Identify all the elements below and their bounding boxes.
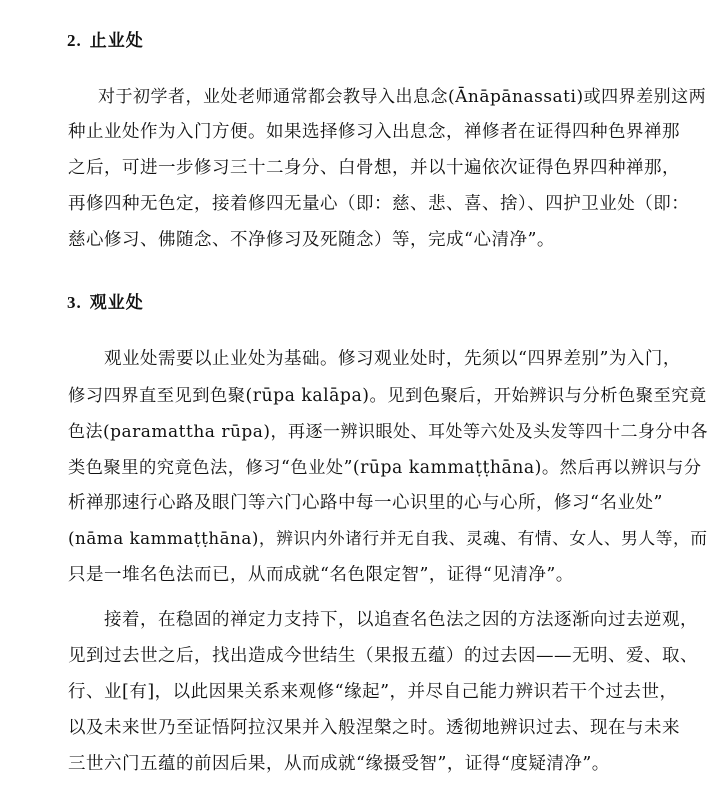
paragraph-line: 修习四界直至见到色聚(rūpa kalāpa)。见到色聚后，开始辨识与分析色聚至究竟 (68, 386, 707, 406)
paragraph-line: 三世六门五蕴的前因后果，从而成就“缘摄受智”，证得“度疑清净”。 (68, 754, 610, 774)
paragraph-line: 只是一堆名色法而已，从而成就“名色限定智”，证得“见清净”。 (68, 565, 574, 585)
paragraph-line: (nāma kammaṭṭhāna)，辨识内外诸行并无自我、灵魂、有情、女人、男人等，而 (68, 528, 708, 548)
paragraph-line: 见到过去世之后，找出造成今世结生（果报五蕴）的过去因——无明、爱、取、 (68, 646, 698, 666)
paragraph-line: 观业处需要以止业处为基础。修习观业处时，先须以“四界差别”为入门， (104, 349, 681, 369)
paragraph-line: 再修四种无色定，接着修四无量心（即：慈、悲、喜、捨）、四护卫业处（即： (68, 194, 690, 214)
section-heading-3 (67, 288, 144, 313)
paragraph-line: 析禅那速行心路及眼门等六门心路中每一心识里的心与心所，修习“名业处” (68, 493, 663, 513)
section-title: 止业处 (89, 31, 144, 51)
paragraph-line: 行、业[有]，以此因果关系来观修“缘起”，并尽自己能力辨识若干个过去世， (68, 682, 678, 702)
section-number: 3. (67, 293, 82, 312)
paragraph-line: 之后，可进一步修习三十二身分、白骨想，并以十遍依次证得色界四种禅那， (68, 158, 680, 178)
section-number: 2. (67, 31, 82, 50)
paragraph-line: 慈心修习、佛随念、不净修习及死随念）等，完成“心清净”。 (68, 230, 555, 250)
paragraph-line: 类色聚里的究竟色法，修习“色业处”(rūpa kammaṭṭhāna)。然后再以辨识与分 (68, 458, 702, 478)
section-heading-2 (67, 26, 144, 51)
paragraph-line: 接着，在稳固的禅定力支持下，以追查名色法之因的方法逐渐向过去逆观， (104, 610, 698, 630)
section-title: 观业处 (89, 293, 144, 313)
paragraph-line: 以及未来世乃至证悟阿拉汉果并入般涅槃之时。透彻地辨识过去、现在与未来 (68, 718, 680, 738)
paragraph-line: 种止业处作为入门方便。如果选择修习入出息念，禅修者在证得四种色界禅那 (68, 122, 680, 142)
paragraph-line: 对于初学者，业处老师通常都会教导入出息念(Ānāpānassati)或四界差别这两 (98, 87, 707, 107)
paragraph-line: 色法(paramattha rūpa)，再逐一辨识眼处、耳处等六处及头发等四十二身分中各 (68, 422, 709, 442)
